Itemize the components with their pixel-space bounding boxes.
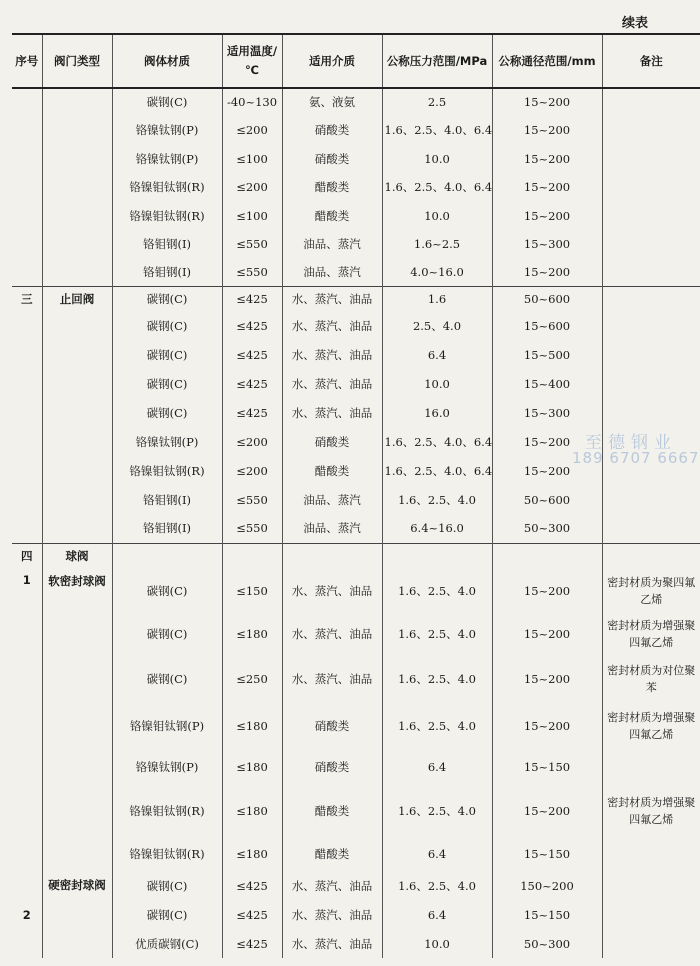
watermark-company: 至德钢业: [585, 433, 677, 453]
table-row: [12, 145, 700, 172]
header-temp: 适用温度/℃: [222, 34, 282, 88]
table-row: [12, 398, 700, 427]
pressure-cell: 10.0: [382, 929, 492, 958]
empty-cell: [222, 543, 282, 569]
empty-cell: [602, 543, 700, 569]
table-row: [12, 748, 700, 786]
medium-cell: 醋酸类: [282, 836, 382, 871]
empty-cell: [282, 543, 382, 569]
material-cell: 铬镍钼钛钢(R): [112, 202, 222, 229]
table-row: [12, 485, 700, 514]
temp-cell: ≤425: [222, 311, 282, 340]
note-cell: [602, 340, 700, 369]
material-cell: 铬钼钢(I): [112, 259, 222, 286]
seq-cell: 1: [12, 569, 42, 871]
temp-cell: ≤100: [222, 202, 282, 229]
temp-cell: ≤180: [222, 836, 282, 871]
medium-cell: 醋酸类: [282, 456, 382, 485]
table-row: [12, 427, 700, 456]
note-cell: [602, 871, 700, 900]
medium-cell: 水、蒸汽、油品: [282, 369, 382, 398]
table-row: [12, 311, 700, 340]
valve-type-cell: [42, 88, 112, 286]
temp-cell: ≤100: [222, 145, 282, 172]
temp-cell: ≤550: [222, 485, 282, 514]
diameter-cell: 15~600: [492, 311, 602, 340]
medium-cell: 油品、蒸汽: [282, 514, 382, 543]
diameter-cell: 15~200: [492, 145, 602, 172]
medium-cell: 醋酸类: [282, 786, 382, 836]
diameter-cell: 15~200: [492, 456, 602, 485]
medium-cell: 水、蒸汽、油品: [282, 871, 382, 900]
table-row: [12, 543, 700, 569]
temp-cell: ≤200: [222, 427, 282, 456]
diameter-cell: 15~500: [492, 340, 602, 369]
seq-cell: [12, 88, 42, 286]
valve-type-cell: 球阀: [42, 543, 112, 569]
header-valve-type: 阀门类型: [42, 34, 112, 88]
medium-cell: 硝酸类: [282, 748, 382, 786]
note-cell: [602, 369, 700, 398]
pressure-cell: 6.4: [382, 340, 492, 369]
diameter-cell: 50~600: [492, 485, 602, 514]
diameter-cell: 15~200: [492, 202, 602, 229]
header-seq: 序号: [12, 34, 42, 88]
temp-cell: ≤200: [222, 172, 282, 202]
medium-cell: 油品、蒸汽: [282, 229, 382, 259]
pressure-cell: 6.4: [382, 836, 492, 871]
note-cell: 密封材质为聚四氟乙烯: [607, 576, 696, 606]
pressure-cell: 10.0: [382, 202, 492, 229]
material-cell: 铬镍钼钛钢(R): [112, 456, 222, 485]
medium-cell: 水、蒸汽、油品: [282, 929, 382, 958]
diameter-cell: 15~200: [492, 703, 602, 748]
temp-cell: ≤425: [222, 900, 282, 929]
medium-cell: 油品、蒸汽: [282, 259, 382, 286]
pressure-cell: 1.6、2.5、4.0: [382, 613, 492, 655]
medium-cell: 氨、液氨: [282, 88, 382, 115]
header-note: 备注: [639, 53, 663, 68]
seq-cell: 三: [12, 286, 42, 543]
note-cell: [602, 836, 700, 871]
table-row: [12, 569, 700, 613]
medium-cell: 硝酸类: [282, 427, 382, 456]
medium-cell: 水、蒸汽、油品: [282, 286, 382, 311]
note-cell: [602, 514, 700, 543]
material-cell: 铬镍钼钛钢(R): [112, 786, 222, 836]
temp-cell: ≤200: [222, 115, 282, 145]
pressure-cell: 4.0~16.0: [382, 259, 492, 286]
temp-cell: -40~130: [222, 88, 282, 115]
header-pressure: 公称压力范围/MPa: [382, 34, 492, 88]
header-material: 阀体材质: [112, 34, 222, 88]
pressure-cell: 2.5、4.0: [382, 311, 492, 340]
pressure-cell: 1.6、2.5、4.0: [382, 569, 492, 613]
section-check-valve: [12, 286, 700, 543]
diameter-cell: 50~300: [492, 929, 602, 958]
medium-cell: 醋酸类: [282, 172, 382, 202]
temp-cell: ≤425: [222, 398, 282, 427]
table-row: [12, 88, 700, 115]
pressure-cell: 2.5: [382, 88, 492, 115]
note-cell: [602, 311, 700, 340]
pressure-cell: 1.6、2.5、4.0、6.4: [382, 427, 492, 456]
material-cell: 碳钢(C): [112, 871, 222, 900]
material-cell: 碳钢(C): [112, 655, 222, 703]
valve-spec-table: [12, 33, 700, 958]
note-cell: [602, 229, 700, 259]
pressure-cell: 1.6、2.5、4.0、6.4: [382, 115, 492, 145]
valve-type-cell: 硬密封球阀: [42, 871, 112, 900]
temp-cell: ≤550: [222, 514, 282, 543]
note-cell: 密封材质为增强聚四氟乙烯: [607, 710, 696, 741]
medium-cell: 水、蒸汽、油品: [282, 655, 382, 703]
diameter-cell: 15~200: [492, 427, 602, 456]
table-row: [12, 229, 700, 259]
material-cell: 碳钢(C): [112, 88, 222, 115]
material-cell: 铬镍钼钛钢(R): [112, 172, 222, 202]
diameter-cell: 15~150: [492, 836, 602, 871]
material-cell: 碳钢(C): [112, 900, 222, 929]
material-cell: 碳钢(C): [112, 369, 222, 398]
table-row: [12, 655, 700, 703]
material-cell: 铬镍钼钛钢(R): [112, 836, 222, 871]
seq-cell: 四: [12, 543, 42, 569]
diameter-cell: 50~600: [492, 286, 602, 311]
note-cell: 密封材质为增强聚四氟乙烯: [607, 619, 696, 649]
diameter-cell: 15~200: [492, 115, 602, 145]
table-row: [12, 115, 700, 145]
table-row: [12, 286, 700, 311]
empty-cell: [492, 543, 602, 569]
pressure-cell: 1.6、2.5、4.0、6.4: [382, 172, 492, 202]
pressure-cell: 6.4: [382, 748, 492, 786]
pressure-cell: 16.0: [382, 398, 492, 427]
diameter-cell: 15~200: [492, 172, 602, 202]
empty-cell: [42, 929, 112, 958]
diameter-cell: 15~200: [492, 786, 602, 836]
temp-cell: ≤425: [222, 871, 282, 900]
medium-cell: 水、蒸汽、油品: [282, 398, 382, 427]
note-cell: [602, 286, 700, 311]
valve-type-cell: 止回阀: [42, 286, 112, 543]
empty-cell: [382, 543, 492, 569]
note-cell: [602, 172, 700, 202]
pressure-cell: 1.6~2.5: [382, 229, 492, 259]
material-cell: 碳钢(C): [112, 569, 222, 613]
diameter-cell: 15~200: [492, 655, 602, 703]
note-cell: [602, 115, 700, 145]
diameter-cell: 15~400: [492, 369, 602, 398]
diameter-cell: 15~200: [492, 569, 602, 613]
temp-cell: ≤550: [222, 229, 282, 259]
material-cell: 铬钼钢(I): [112, 485, 222, 514]
pressure-cell: 1.6、2.5、4.0、6.4: [382, 456, 492, 485]
table-row: [12, 456, 700, 485]
pressure-cell: 1.6、2.5、4.0: [382, 786, 492, 836]
temp-cell: ≤425: [222, 369, 282, 398]
diameter-cell: 15~300: [492, 229, 602, 259]
table-row: [12, 900, 700, 929]
header-medium: 适用介质: [282, 34, 382, 88]
table-row: [12, 836, 700, 871]
pressure-cell: 6.4: [382, 900, 492, 929]
temp-cell: ≤250: [222, 655, 282, 703]
temp-cell: ≤180: [222, 786, 282, 836]
table-header-row: [12, 34, 700, 88]
material-cell: 优质碳钢(C): [112, 929, 222, 958]
material-cell: 铬镍钛钢(P): [112, 427, 222, 456]
table-row: [12, 613, 700, 655]
medium-cell: 油品、蒸汽: [282, 485, 382, 514]
note-cell: [602, 456, 700, 485]
table-row: [12, 929, 700, 958]
diameter-cell: 15~200: [492, 613, 602, 655]
medium-cell: 水、蒸汽、油品: [282, 900, 382, 929]
note-cell: 密封材质为增强聚四氟乙烯: [607, 796, 696, 826]
pressure-cell: 10.0: [382, 369, 492, 398]
material-cell: 碳钢(C): [112, 311, 222, 340]
empty-cell: [42, 900, 112, 929]
table-row: [12, 172, 700, 202]
material-cell: 碳钢(C): [112, 286, 222, 311]
seq-cell: 2: [12, 871, 42, 958]
medium-cell: 硝酸类: [282, 145, 382, 172]
material-cell: 铬镍钛钢(P): [112, 145, 222, 172]
material-cell: 碳钢(C): [112, 613, 222, 655]
valve-type-cell: 软密封球阀: [42, 569, 112, 871]
section-continued: [12, 88, 700, 286]
note-cell: [602, 88, 700, 115]
note-cell: [602, 202, 700, 229]
section-ball-valve: [12, 543, 700, 958]
medium-cell: 硝酸类: [282, 115, 382, 145]
material-cell: 铬钼钢(I): [112, 229, 222, 259]
note-cell: [602, 145, 700, 172]
temp-cell: ≤550: [222, 259, 282, 286]
material-cell: 碳钢(C): [112, 398, 222, 427]
temp-cell: ≤425: [222, 286, 282, 311]
diameter-cell: 15~200: [492, 259, 602, 286]
temp-cell: ≤150: [222, 569, 282, 613]
pressure-cell: 6.4~16.0: [382, 514, 492, 543]
pressure-cell: 1.6、2.5、4.0: [382, 871, 492, 900]
table-row: [12, 369, 700, 398]
material-cell: 铬镍钼钛钢(P): [112, 703, 222, 748]
temp-cell: ≤200: [222, 456, 282, 485]
table-row: [12, 703, 700, 748]
watermark-phone: 189 6707 6667: [572, 449, 700, 467]
note-cell: [602, 259, 700, 286]
diameter-cell: 15~200: [492, 88, 602, 115]
note-cell: [602, 398, 700, 427]
note-cell: [602, 427, 700, 456]
material-cell: 铬镍钛钢(P): [112, 115, 222, 145]
temp-cell: ≤180: [222, 613, 282, 655]
pressure-cell: 1.6: [382, 286, 492, 311]
medium-cell: 硝酸类: [282, 703, 382, 748]
medium-cell: 水、蒸汽、油品: [282, 569, 382, 613]
diameter-cell: 150~200: [492, 871, 602, 900]
pressure-cell: 1.6、2.5、4.0: [382, 485, 492, 514]
note-cell: [602, 485, 700, 514]
table-row: [12, 786, 700, 836]
diameter-cell: 15~300: [492, 398, 602, 427]
medium-cell: 醋酸类: [282, 202, 382, 229]
continued-label: 续表: [621, 16, 648, 31]
temp-cell: ≤425: [222, 340, 282, 369]
note-cell: [602, 929, 700, 958]
diameter-cell: 50~300: [492, 514, 602, 543]
table-row: [12, 514, 700, 543]
diameter-cell: 15~150: [492, 748, 602, 786]
table-row: [12, 340, 700, 369]
material-cell: 碳钢(C): [112, 340, 222, 369]
material-cell: 铬镍钛钢(P): [112, 748, 222, 786]
header-diameter: 公称通径范围/mm: [492, 34, 602, 88]
note-cell: [602, 900, 700, 929]
note-cell: 密封材质为对位聚苯: [607, 664, 696, 694]
material-cell: 铬钼钢(I): [112, 514, 222, 543]
temp-cell: ≤180: [222, 748, 282, 786]
temp-cell: ≤180: [222, 703, 282, 748]
pressure-cell: 1.6、2.5、4.0: [382, 703, 492, 748]
diameter-cell: 15~150: [492, 900, 602, 929]
temp-cell: ≤425: [222, 929, 282, 958]
pressure-cell: 1.6、2.5、4.0: [382, 655, 492, 703]
table-row: [12, 871, 700, 900]
medium-cell: 水、蒸汽、油品: [282, 311, 382, 340]
table-row: [12, 202, 700, 229]
medium-cell: 水、蒸汽、油品: [282, 613, 382, 655]
note-cell: [602, 748, 700, 786]
pressure-cell: 10.0: [382, 145, 492, 172]
empty-cell: [112, 543, 222, 569]
table-row: [12, 259, 700, 286]
medium-cell: 水、蒸汽、油品: [282, 340, 382, 369]
